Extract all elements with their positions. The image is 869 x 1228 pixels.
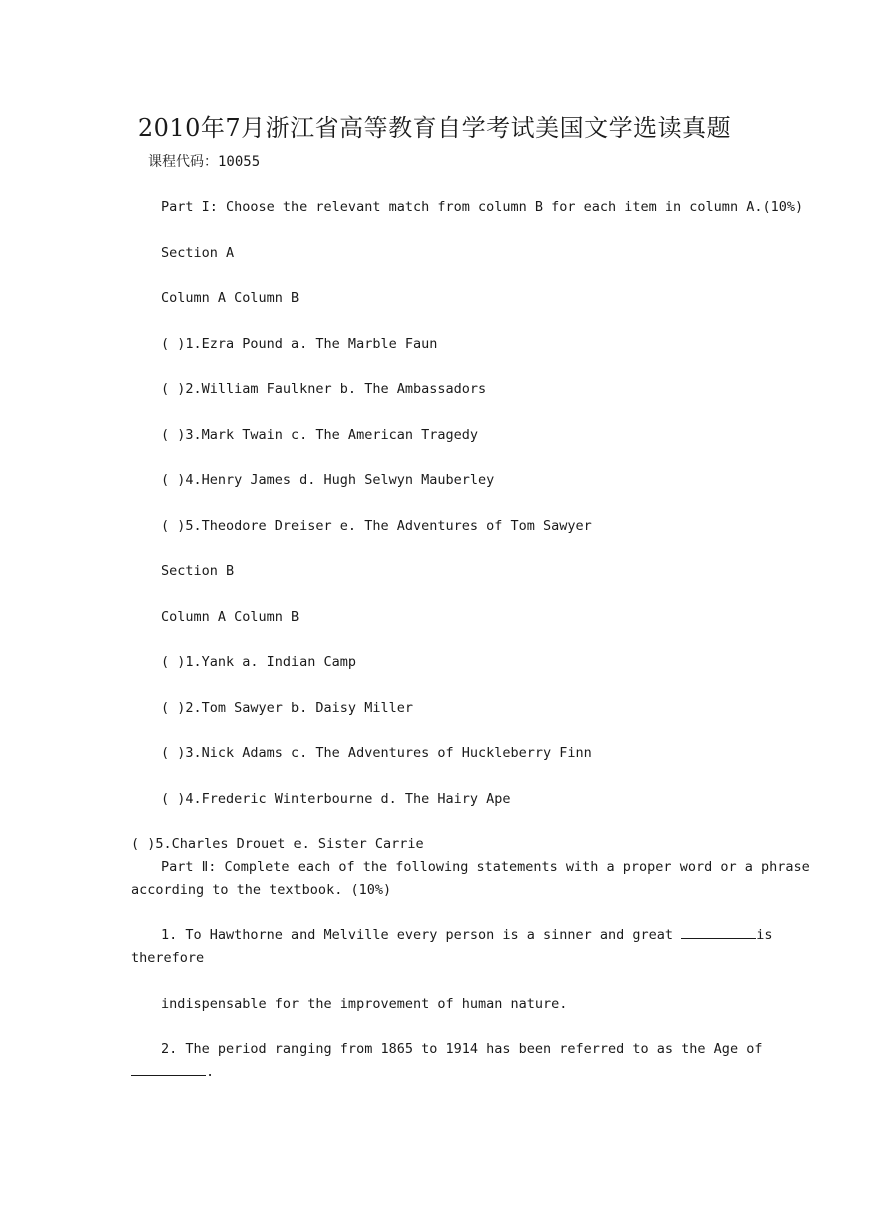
section-b-item: ( )5.Charles Drouet e. Sister Carrie (131, 836, 424, 852)
course-code: 课程代码：10055 (148, 154, 261, 170)
section-a-item: ( )5.Theodore Dreiser e. The Adventures of Tom Sawyer (161, 518, 592, 534)
question-1-continuation: therefore (131, 950, 205, 966)
section-a-item: ( )3.Mark Twain c. The American Tragedy (161, 427, 478, 443)
section-b-columns: Column A Column B (161, 609, 300, 625)
part2-instruction-line2: according to the textbook. (10%) (131, 882, 392, 898)
section-b-item: ( )3.Nick Adams c. The Adventures of Huckleberry Finn (161, 745, 592, 761)
section-b-item: ( )4.Frederic Winterbourne d. The Hairy Ape (161, 791, 511, 807)
question-2 (131, 1038, 763, 1060)
question-1-suffix: is (756, 927, 773, 943)
question-1-line3: indispensable for the improvement of human nature. (161, 996, 568, 1012)
question-2-text: 2. The period ranging from 1865 to 1914 has been referred to as the Age of (161, 1041, 763, 1057)
question-2-continuation (131, 1061, 214, 1083)
section-a-item: ( )1.Ezra Pound a. The Marble Faun (161, 336, 438, 352)
section-b-item: ( )1.Yank a. Indian Camp (161, 654, 357, 670)
question-2-suffix: . (206, 1064, 215, 1080)
part2-instruction-line1: Part Ⅱ: Complete each of the following statements with a proper word or a phrase (161, 859, 810, 875)
section-a-columns: Column A Column B (161, 290, 300, 306)
section-a-item: ( )4.Henry James d. Hugh Selwyn Mauberley (161, 472, 495, 488)
section-b-heading: Section B (161, 563, 235, 579)
section-b-item: ( )2.Tom Sawyer b. Daisy Miller (161, 700, 413, 716)
part1-instruction: Part I: Choose the relevant match from column B for each item in column A.(10%) (161, 199, 804, 215)
exam-title: 2010年7月浙江省高等教育自学考试美国文学选读真题 (137, 114, 732, 142)
question-1-text: 1. To Hawthorne and Melville every person is a sinner and great (161, 927, 674, 943)
section-a-heading: Section A (161, 245, 235, 261)
section-a-item: ( )2.William Faulkner b. The Ambassadors (161, 381, 487, 397)
part2-instruction (131, 856, 810, 878)
answer-blank (131, 1061, 206, 1076)
answer-blank (681, 924, 756, 939)
question-1 (131, 924, 773, 946)
